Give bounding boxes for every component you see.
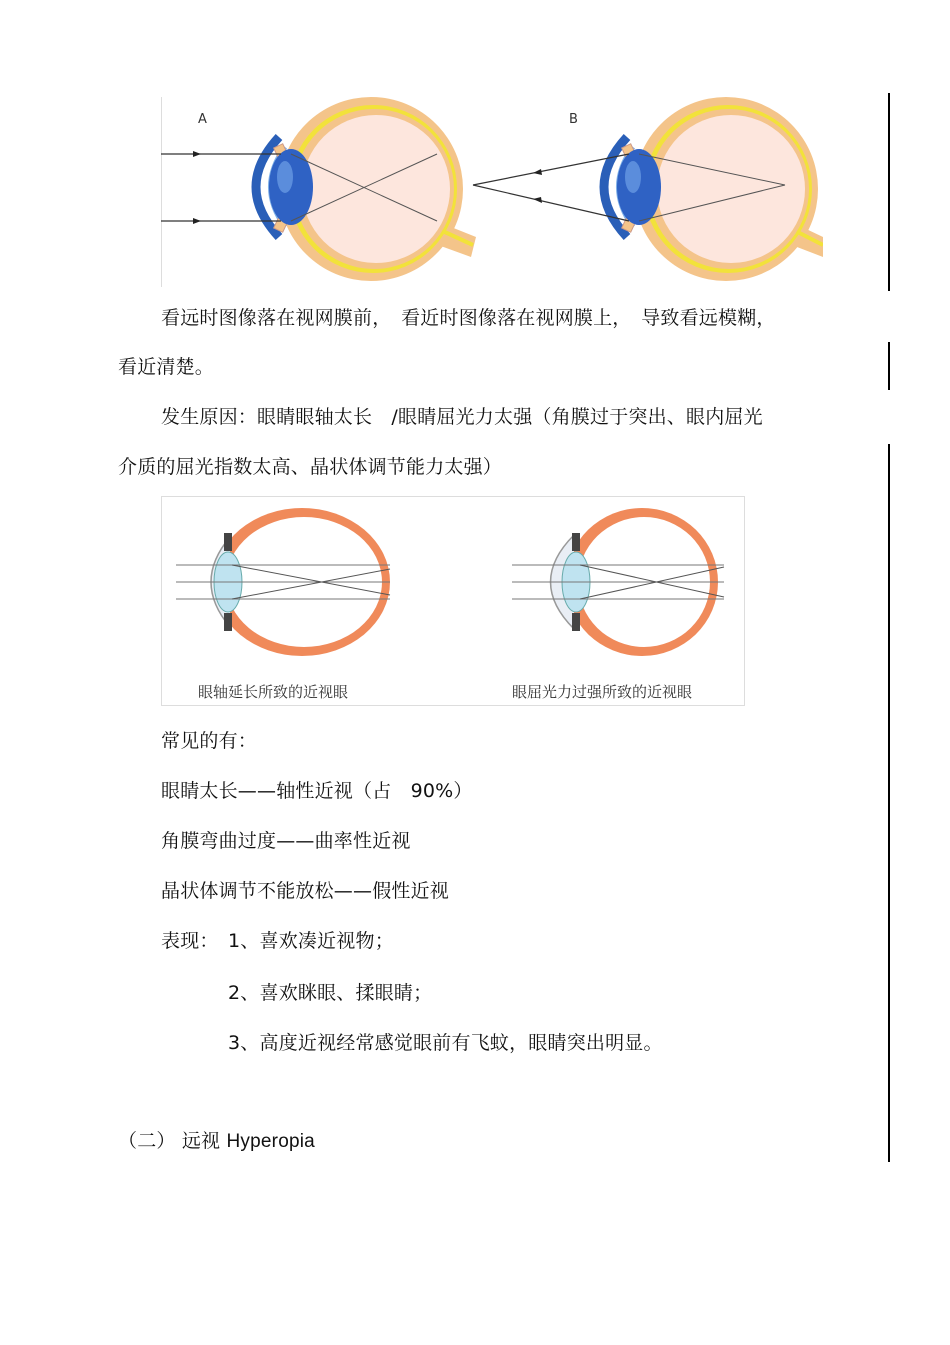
common-item: 晶状体调节不能放松——假性近视 xyxy=(161,880,450,902)
label-b: B xyxy=(569,112,578,127)
eye-diagram-a xyxy=(161,97,476,281)
symptom-item: 3、高度近视经常感觉眼前有飞蚊，眼睛突出明显。 xyxy=(228,1032,663,1054)
margin-bar xyxy=(888,93,890,291)
section-heading xyxy=(118,1129,315,1154)
figure-myopia-focus xyxy=(161,97,823,287)
common-item: 角膜弯曲过度——曲率性近视 xyxy=(161,830,411,852)
common-item: 眼睛太长——轴性近视（占 90%） xyxy=(161,780,473,802)
paragraph-2-line-1: 发生原因：眼睛眼轴太长 /眼睛屈光力太强（角膜过于突出、眼内屈光 xyxy=(161,406,763,428)
margin-bar xyxy=(888,444,890,1162)
symptoms-label: 表现： xyxy=(161,930,219,952)
paragraph-2-line-2: 介质的屈光指数太高、晶状体调节能力太强） xyxy=(118,456,503,478)
caption-refractive: 眼屈光力过强所致的近视眼 xyxy=(512,683,693,701)
section-title-en: Hyperopia xyxy=(226,1131,315,1152)
eye-diagram-axial xyxy=(176,508,390,701)
margin-bar xyxy=(888,342,890,390)
figure-myopia-types xyxy=(161,496,745,706)
symptom-item: 1、喜欢凑近视物； xyxy=(228,930,394,952)
caption-axial: 眼轴延长所致的近视眼 xyxy=(198,683,349,701)
label-a: A xyxy=(198,112,207,127)
paragraph-1-line-1: 看远时图像落在视网膜前， 看近时图像落在视网膜上， 导致看远模糊， xyxy=(161,307,776,329)
paragraph-1-line-2: 看近清楚。 xyxy=(118,356,215,378)
symptom-item: 2、喜欢眯眼、揉眼睛； xyxy=(228,982,433,1004)
section-number: （二） xyxy=(118,1130,176,1152)
eye-diagram-refractive xyxy=(512,508,724,701)
common-heading: 常见的有： xyxy=(161,730,258,752)
section-title-cn: 远视 xyxy=(181,1130,221,1152)
eye-diagram-b xyxy=(473,97,823,281)
